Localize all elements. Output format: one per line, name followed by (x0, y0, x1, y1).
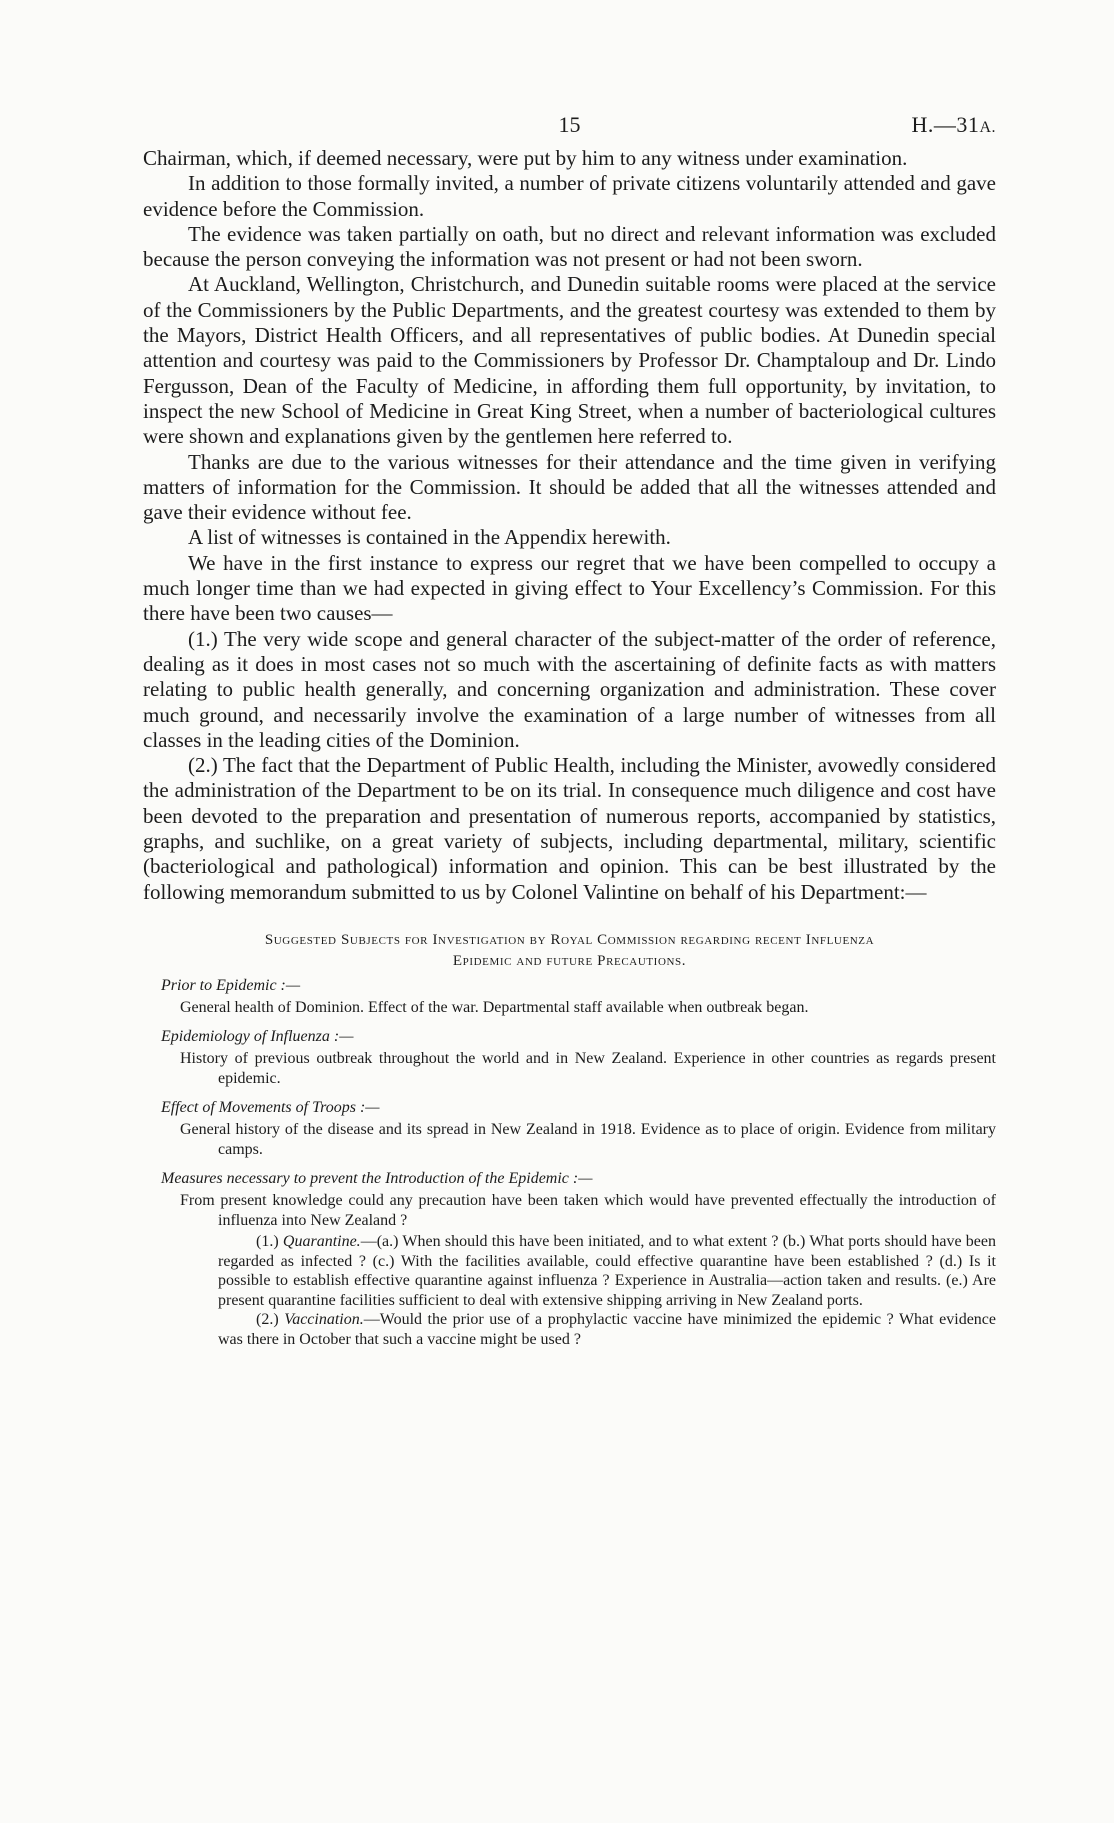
paragraph-cause-1: (1.) The very wide scope and general character of the subject-matter of the order of reference, dealing as it does in most cases not so much with the ascertaining of definite facts as with matters relating to public health generally, and concerning organization and administration. These cover much ground, and necessarily involve the examination of a large number of witnesses from all classes in the leading cities of the Dominion. (143, 626, 996, 752)
section-heading-troops: Effect of Movements of Troops :— (161, 1099, 380, 1117)
memorandum-title (143, 930, 996, 972)
sub-item-vaccination (143, 1310, 996, 1349)
sub-item-number: (2.) (256, 1311, 279, 1329)
sub-item-number: (1.) (256, 1233, 279, 1251)
paragraph-evidence-oath: The evidence was taken partially on oath, but no direct and relevant information was excluded because the person conveying the information was not present or had not been sworn. (143, 221, 996, 272)
document-reference (912, 112, 996, 138)
paragraph-continuation: Chairman, which, if deemed necessary, were put by him to any witness under examination. (143, 146, 908, 170)
section-body-epidemiology: History of previous outbreak throughout the world and in New Zealand. Experience in other countries as regards present epidemic. (180, 1050, 996, 1087)
section-heading-measures: Measures necessary to prevent the Introduction of the Epidemic :— (161, 1170, 593, 1188)
document-page (143, 112, 996, 1349)
paragraph-rooms-courtesy: At Auckland, Wellington, Christchurch, and Dunedin suitable rooms were placed at the service of the Commissioners by the Public Departments, and the greatest courtesy was extended to them by the Mayors, District Health Officers, and all representatives of public bodies. At Dunedin special attention and courtesy was paid to the Commissioners by Professor Dr. Champtaloup and Dr. Lindo Fergusson, Dean of the Faculty of Medicine, in affording them full opportunity, by invitation, to inspect the new School of Medicine in Great King Street, when a number of bacteriological cultures were shown and explanations given by the gentlemen here referred to. (143, 272, 996, 449)
page-header (143, 112, 996, 146)
memorandum (143, 930, 996, 1350)
paragraph-witness-list: A list of witnesses is contained in the Appendix herewith. (188, 525, 671, 550)
section-body-prior: General health of Dominion. Effect of the war. Departmental staff available when outbreak began. (180, 998, 809, 1016)
report-body (143, 146, 996, 905)
sub-item-quarantine (143, 1232, 996, 1310)
document-reference-suffix: A. (979, 119, 996, 136)
sub-item-label: Vaccination. (284, 1311, 364, 1329)
memorandum-title-line-1: Suggested Subjects for Investigation by Royal Commission regarding recent Influenza (264, 931, 875, 948)
sub-item-label: Quarantine. (282, 1233, 361, 1251)
sub-item-text: —(a.) When should this have been initiated, and to what extent ? (b.) What ports should have been regarded as infected ? (c.) With the facilities available, could effective quarantine have been established ? (d.) Is it possible to establish effective quarantine against influenza ? Experience in Australia—action taken and results. (e.) Are present quarantine facilities sufficient to deal with extensive shipping arriving in New Zealand ports. (218, 1233, 997, 1309)
page-number: 15 (558, 112, 581, 137)
paragraph-private-citizens: In addition to those formally invited, a number of private citizens voluntarily attended and gave evidence before the Commission. (143, 171, 996, 221)
section-heading-prior: Prior to Epidemic :— (161, 976, 301, 994)
paragraph-cause-2: (2.) The fact that the Department of Public Health, including the Minister, avowedly considered the administration of the Department to be on its trial. In consequence much diligence and cost have been devoted to the preparation and presentation of numerous reports, accompanied by statistics, graphs, and suchlike, on a great variety of subjects, including departmental, military, scientific (bacteriological and pathological) information and opinion. This can be best illustrated by the following memorandum submitted to us by Colonel Valintine on behalf of his Department:— (143, 753, 996, 904)
paragraph-regret: We have in the first instance to express our regret that we have been compelled to occupy a much longer time than we had expected in giving effect to Your Excellency’s Commission. For this there have been two causes— (143, 550, 996, 626)
section-body-troops: General history of the disease and its spread in New Zealand in 1918. Evidence as to place of origin. Evidence from military camps. (180, 1121, 996, 1158)
sub-item-text: —Would the prior use of a prophylactic vaccine have minimized the epidemic ? What evidence was there in October that such a vaccine might be used ? (218, 1311, 997, 1348)
section-body-measures: From present knowledge could any precaution have been taken which would have prevented effectually the introduction of influenza into New Zealand ? (180, 1192, 996, 1229)
document-reference-main: H.—31 (911, 112, 980, 137)
paragraph-thanks: Thanks are due to the various witnesses for their attendance and the time given in verifying matters of information for the Commission. It should be added that all the witnesses attended and gave their evidence without fee. (143, 449, 996, 525)
memorandum-title-line-2: Epidemic and future Precautions. (452, 952, 687, 969)
section-heading-epidemiology: Epidemiology of Influenza :— (161, 1028, 354, 1046)
